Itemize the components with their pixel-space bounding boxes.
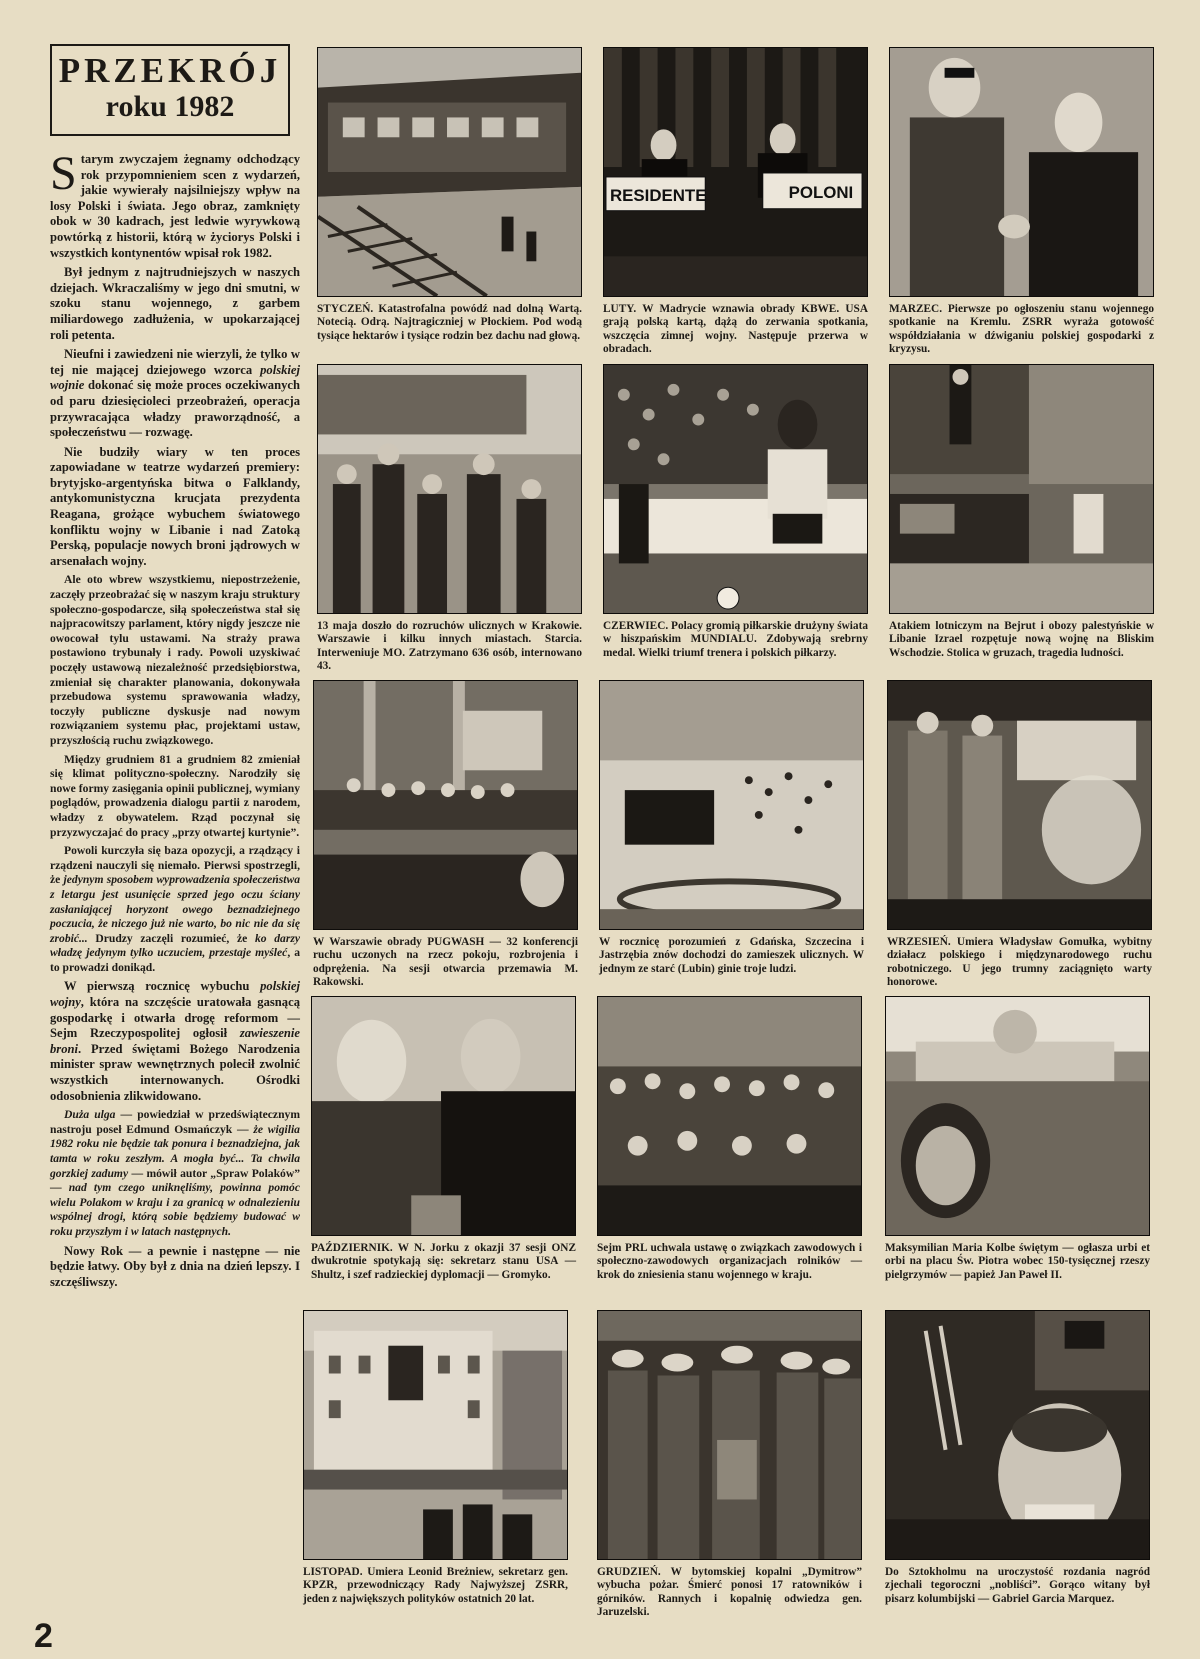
intro-article — [50, 147, 301, 1632]
photo-caption: Maksymilian Maria Kolbe świętym — ogłasza urbi et orbi na placu Św. Piotra wobec 150-tysięcznej rzeszy pielgrzymów — papież Jan Paweł II. — [885, 1242, 1150, 1281]
photo-caption: LUTY. W Madrycie wznawia obrady KBWE. USA grają polską kartą, dążą do zerwania spotkania, wszczęcia zimnej wojny. Następuje przerwa w obradach. — [603, 303, 868, 356]
article-paragraph: Ale oto wbrew wszystkiemu, niepostrzeżenie, zaczęły przeobrażać się w naszym kraju struktury społeczno-gospodarcze, siłą społeczeństwa stał się najpracowitszy parlament, który nigdy jeszcze nie owocował tylu ustawami. Na straży prawa postawiono trybunały i rady. Powoli uzyskiwać poczęły ustawową niezależność przedsiębiorstwa, zmieniał się charakter planowania, dokonywała przebudowa systemu sprawowania władzy, toczyły publiczne dyskusje nad nowym rozwiązaniem systemu płac, projektami ustaw, przyszłością ruchu związkowego. — [50, 573, 300, 747]
photo-caption: Sejm PRL uchwala ustawę o związkach zawodowych i społeczno-zawodowych organizacjach rolników — krok do zniesienia stanu wojennego w kraju. — [597, 1242, 862, 1281]
photo-caption: PAŹDZIERNIK. W N. Jorku z okazji 37 sesji ONZ dwukrotnie spotykają się: sekretarz stanu USA — Shultz, i szef radzieckiej dyplomacji — Gromyko. — [311, 1242, 576, 1281]
photo-madrid-conference — [603, 47, 868, 297]
photo-kremlin-handshake — [889, 47, 1154, 297]
photo-cell-august — [599, 680, 864, 976]
photo-cell-sejm — [597, 996, 862, 1282]
photo-cell-october — [311, 996, 576, 1282]
photo-st-peters-square — [885, 996, 1150, 1236]
photo-brezhnev-funeral — [303, 1310, 568, 1560]
photo-beirut-ruins — [889, 364, 1154, 614]
photo-caption: W Warszawie obrady PUGWASH — 32 konferencji ruchu uczonych na rzecz pokoju, rozbrojenia i odprężenia. Na sesji otwarcia przemawia M. Rakowski. — [313, 936, 578, 989]
photo-cell-may — [317, 364, 582, 674]
photo-cell-september — [887, 680, 1152, 990]
article-paragraph: Duża ulga — powiedział w przedświątecznym nastroju poseł Edmund Osmańczyk — że wigilia 1982 roku nie będzie tak ponura i beznadziejna, jak tamta w roku zeszłym. A mogła być... Ta chwila gorzkiej zadumy — mówił autor „Spraw Polaków” — nad tym czego uniknęliśmy, powinna pomóc wielu Polakom w kraju i za granicą w odnalezieniu wspólnej drogi, którą sobie będziemy budować w roku przyszłym i w latach następnych. — [50, 1108, 301, 1238]
photo-pugwash-conference — [313, 680, 578, 930]
photo-shultz-gromyko — [311, 996, 576, 1236]
photo-caption: CZERWIEC. Polacy gromią piłkarskie drużyny świata w hiszpańskim MUNDIALU. Zdobywają srebrny medal. Wielki triumf trenera i polskich piłkarzy. — [603, 620, 868, 659]
photo-street-clashes — [599, 680, 864, 930]
photo-garcia-marquez — [885, 1310, 1150, 1560]
masthead-box — [50, 44, 290, 136]
nameplate-poloni: POLONI — [788, 182, 854, 202]
nameplate-residente: RESIDENTE — [609, 185, 707, 205]
photo-caption: MARZEC. Pierwsze po ogłoszeniu stanu wojennego spotkanie na Kremlu. ZSRR wyraża gotowość współdziałania w dźwiganiu polskiej gospodarki z kryzysu. — [889, 303, 1154, 356]
photo-caption: W rocznicę porozumień z Gdańska, Szczecina i Jastrzębia znów dochodzi do zamieszek ulicznych. W jednym ze starć (Lubin) ginie troje ludzi. — [599, 936, 864, 975]
article-paragraph: Nie budziły wiary w ten proces zapowiadane w teatrze wydarzeń premiery: brytyjsko-argentyńska bitwa o Falklandy, antykomunistyczna krucjata prezydenta Reagana, grożące wybuchem światowego konfliktu wojny w Libanie i nad Zatoką Perską, populacje nowych broni jądrowych w arsenałach wojny. — [50, 444, 300, 568]
drop-cap: S — [50, 147, 77, 200]
photo-football-match — [603, 364, 868, 614]
photo-sejm-vote — [597, 996, 862, 1236]
photo-cell-pugwash — [313, 680, 578, 990]
photo-cell-june — [603, 364, 868, 660]
photo-flood-train — [317, 47, 582, 297]
photo-caption: GRUDZIEŃ. W bytomskiej kopalni „Dymitrow” wybucha pożar. Śmierć ponosi 17 ratowników i górników. Rannych i kopalnię odwiedza gen. Jaruzelski. — [597, 1566, 862, 1619]
article-paragraph: Powoli kurczyła się baza opozycji, a rządzący i rządzeni nauczyli się niemało. Pierwsi spostrzegli, że jedynym sposobem wyprowadzenia społeczeństwa z letargu jest usunięcie sprzed jego oczu ściany zasłaniającej horyzont owego beznadziejnego poczucia, że niczego już nie warto, bo nic nie da się zrobić... Drudzy zaczęli rozumieć, że ko darzy władzę jedynym tylko uczuciem, przestaje myśleć, a to prowadzi donikąd. — [50, 844, 300, 974]
page-number: 2 — [34, 1617, 53, 1655]
photo-miners — [597, 1310, 862, 1560]
photo-caption: STYCZEŃ. Katastrofalna powódź nad dolną Wartą. Notecią. Odrą. Najtragiczniej w Płockiem. Pod wodą tysiące hektarów i tysiące rodzin bez dachu nad głową. — [317, 303, 582, 342]
article-paragraph: Był jednym z najtrudniejszych w naszych dziejach. Wkraczaliśmy w jego dni smutni, w szoku stanu wojennego, z garbem miliardowego zadłużenia, w upokarzającej roli petenta. — [50, 265, 300, 342]
photo-cell-nobel — [885, 1310, 1150, 1606]
article-paragraph: Starym zwyczajem żegnamy odchodzący rok przypomnieniem scen z wydarzeń, jakie wywierały najsilniejszy wpływ na losy Polski i świata. Jego obraz, zamknięty obok w 30 kadrach, jest ledwie wyrywkową powtórką z historii, którą w życiorys Polski i wszystkich kontynentów wpisał rok 1982. — [50, 147, 300, 260]
article-paragraph: Nieufni i zawiedzeni nie wierzyli, że tylko w tej nie mającej dziejowego wzorca polskiej wojnie dokonać się może proces oczekiwanych od paru dziesięcioleci przeobrażeń, operacja przywracająca władzy praworządność, a społeczeństwu — rozwagę. — [50, 347, 300, 440]
photo-caption: Atakiem lotniczym na Bejrut i obozy palestyńskie w Libanie Izrael rozpętuje nową wojnę na Bliskim Wschodzie. Stolica w gruzach, tragedia ludności. — [889, 620, 1154, 659]
article-paragraph: Nowy Rok — a pewnie i następne — nie będzie łatwy. Oby był z dnia na dzień lepszy. I szczęśliwszy. — [50, 1243, 300, 1289]
photo-cell-january — [317, 47, 582, 343]
article-paragraph: W pierwszą rocznicę wybuchu polskiej wojny, która na szczęście uratowała gasnącą gospodarkę i otwarła drogę reformom — Sejm Rzeczypospolitej ogłosił zawieszenie broni. Przed świętami Bożego Narodzenia minister spraw wewnętrznych polecił zwolnić wszystkich internowanych. Ośrodki odosobnienia zlikwidowano. — [50, 979, 300, 1103]
photo-cell-november — [303, 1310, 568, 1606]
masthead-subtitle: roku 1982 — [105, 90, 235, 123]
photo-gomulka-coffin — [887, 680, 1152, 930]
photo-caption: WRZESIEŃ. Umiera Władysław Gomułka, wybitny działacz polskiego i międzynarodowego ruchu robotniczego. U jego trumny zaciągnięto warty honorowe. — [887, 936, 1152, 989]
photo-caption: 13 maja doszło do rozruchów ulicznych w Krakowie. Warszawie i kilku innych miastach. Starcia. Interweniuje MO. Zatrzymano 636 osób, internowano 43. — [317, 620, 582, 673]
photo-cell-kolbe — [885, 996, 1150, 1282]
article-paragraph: Między grudniem 81 a grudniem 82 zmieniał się klimat polityczno-społeczny. Narodziły się nowe formy zasięgania opinii publicznej, wymiany poglądów, prowadzenia dialogu partii z narodem, władzy z obywatelem. Rząd poczynał się przyzwyczajać do pracy „przy otwartej kurtynie”. — [50, 752, 300, 839]
photo-cell-december — [597, 1310, 862, 1620]
masthead-title: PRZEKRÓJ — [58, 51, 282, 90]
photo-cell-february — [603, 47, 868, 357]
photo-caption: Do Sztokholmu na uroczystość rozdania nagród zjechali tegoroczni „nobliści”. Gorąco witany był pisarz kolumbijski — Gabriel Garcia Marquez. — [885, 1566, 1150, 1605]
photo-street-riots — [317, 364, 582, 614]
photo-cell-march — [889, 47, 1154, 357]
photo-cell-beirut — [889, 364, 1154, 660]
photo-caption: LISTOPAD. Umiera Leonid Breżniew, sekretarz gen. KPZR, przewodniczący Rady Najwyższej ZSRR, jeden z największych polityków ostatnich 20 lat. — [303, 1566, 568, 1605]
